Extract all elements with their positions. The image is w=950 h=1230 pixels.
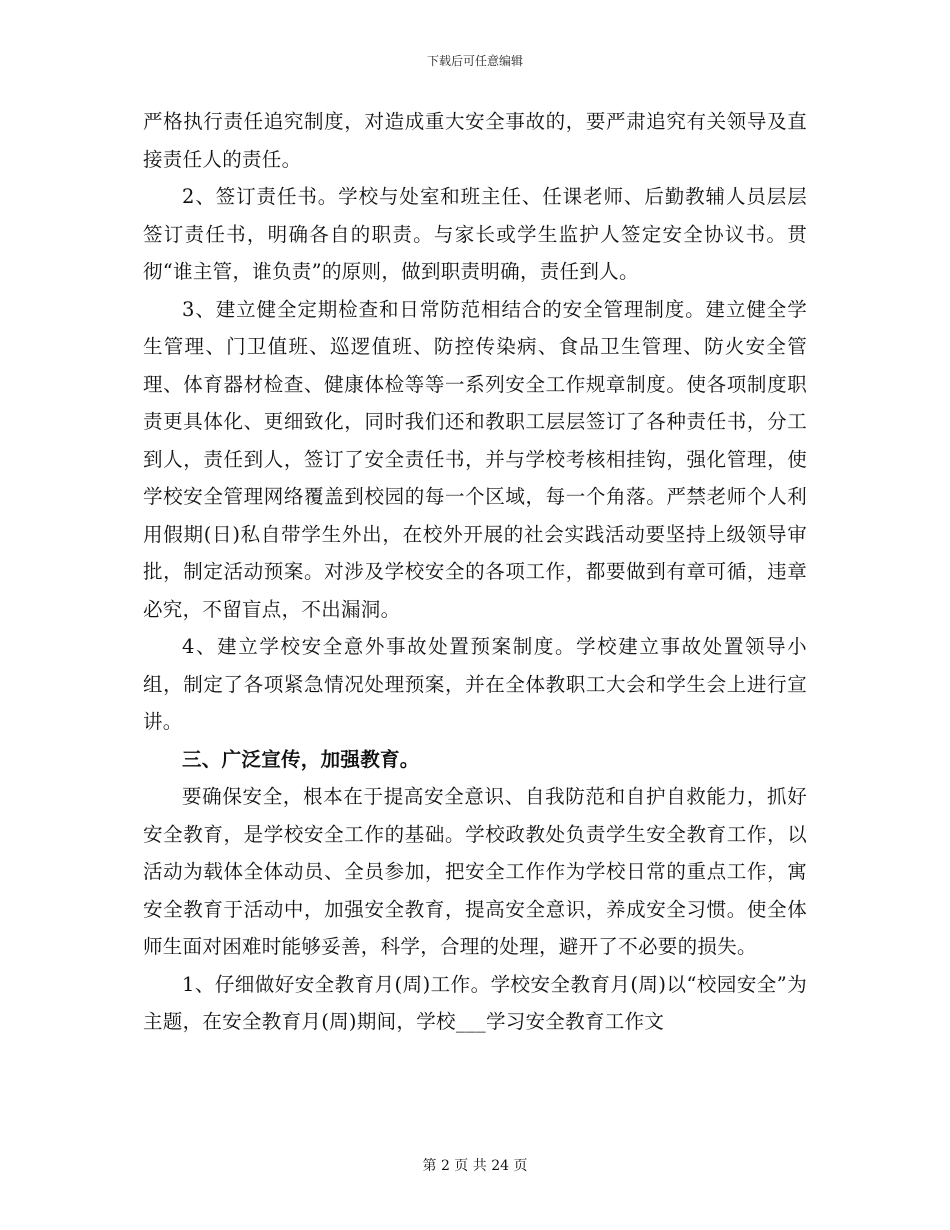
section-heading: 三、广泛宣传，加强教育。: [182, 747, 420, 771]
paragraph-section-intro: 要确保安全，根本在于提高安全意识、自我防范和自护自救能力，抓好安全教育，是学校安全工作的基础。学校政教处负责学生安全教育工作，以活动为载体全体动员、全员参加，把安全工作作为学校日常的重点工作，寓安全教育于活动中，加强安全教育，提高安全意识，养成安全习惯。使全体师生面对困难时能够妥善，科学，合理的处理，避开了不必要的损失。: [143, 785, 807, 958]
paragraph-item-3: 3、建立健全定期检查和日常防范相结合的安全管理制度。建立健全学生管理、门卫值班、巡逻值班、防控传染病、食品卫生管理、防火安全管理、体育器材检查、健康体检等等一系列安全工作规章制度。使各项制度职责更具体化、更细致化，同时我们还和教职工层层签订了各种责任书，分工到人，责任到人，签订了安全责任书，并与学校考核相挂钩，强化管理，使学校安全管理网络覆盖到校园的每一个区域，每一个角落。严禁老师个人利用假期(日)私自带学生外出，在校外开展的社会实践活动要坚持上级领导审批，制定活动预案。对涉及学校安全的各项工作，都要做到有章可循，违章必究，不留盲点，不出漏洞。: [143, 297, 807, 621]
paragraph-item-2: 2、签订责任书。学校与处室和班主任、任课老师、后勤教辅人员层层签订责任书，明确各自的职责。与家长或学生监护人签定安全协议书。贯彻“谁主管，谁负责”的原则，做到职责明确，责任到人。: [143, 185, 807, 283]
paragraph-item-4: 4、建立学校安全意外事故处置预案制度。学校建立事故处置领导小组，制定了各项紧急情况处理预案，并在全体教职工大会和学生会上进行宣讲。: [143, 635, 807, 733]
paragraph-item-1: 1、仔细做好安全教育月(周)工作。学校安全教育月(周)以“校园安全”为主题，在安全教育月(周)期间，学校___学习安全教育工作文: [143, 972, 807, 1033]
paragraph-continuation: 严格执行责任追究制度，对造成重大安全事故的，要严肃追究有关领导及直接责任人的责任。: [143, 110, 807, 171]
page-header-note: 下载后可任意编辑: [426, 54, 523, 68]
document-body: [143, 103, 807, 1041]
page-number: 第 2 页 共 24 页: [422, 1158, 528, 1174]
